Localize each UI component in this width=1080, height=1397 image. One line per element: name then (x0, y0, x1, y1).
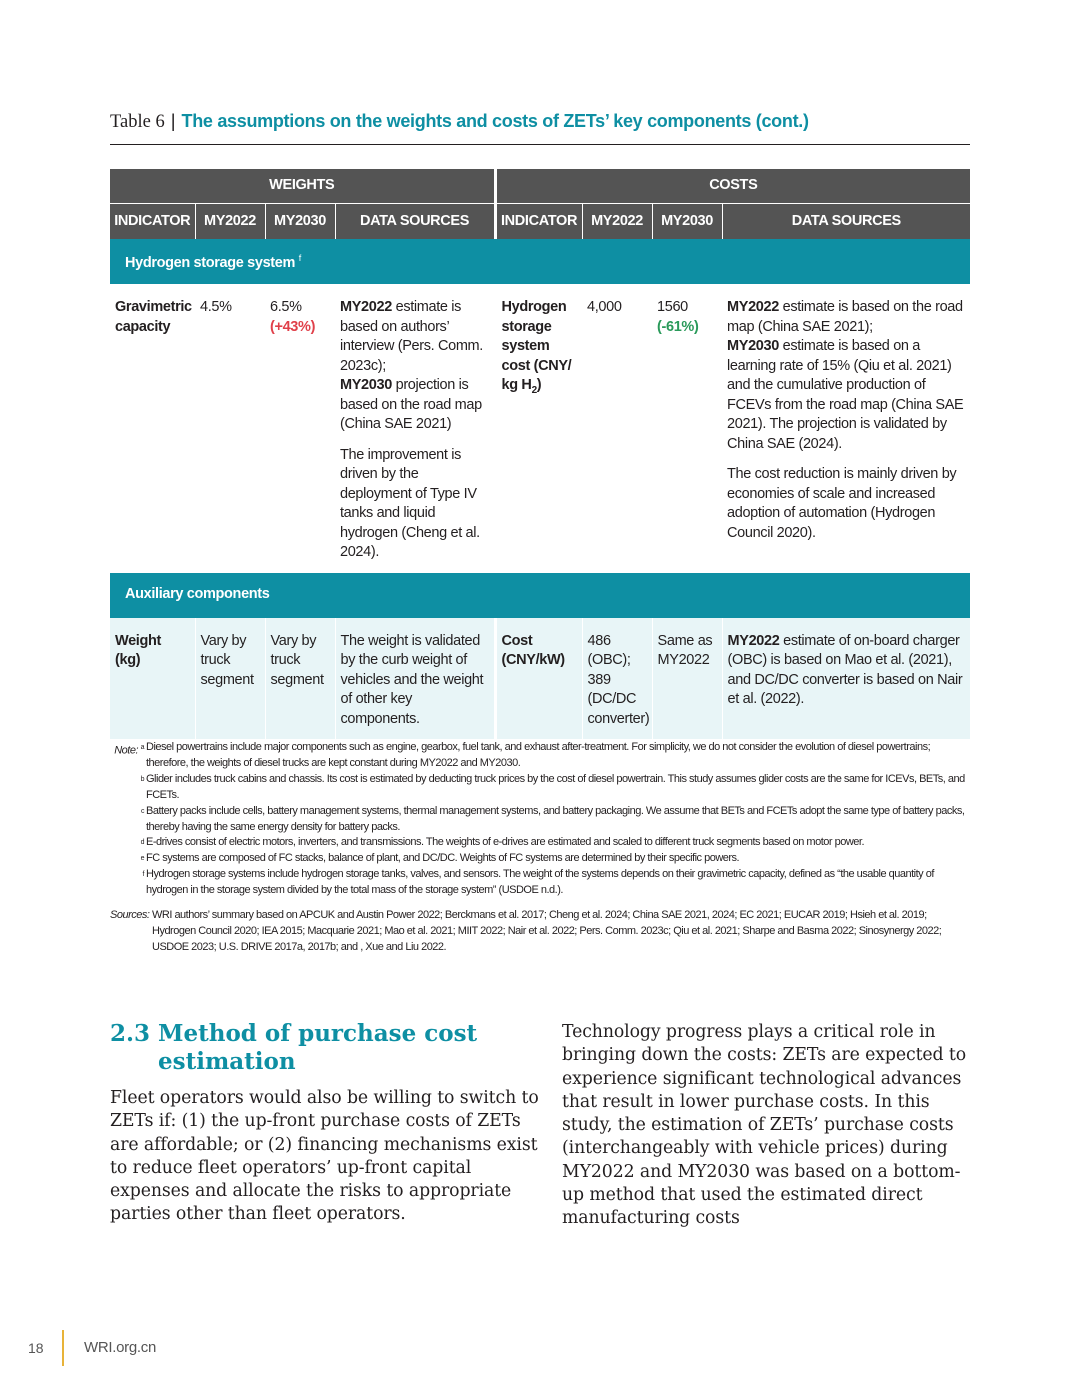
note-item: $^b$ Glider includes truck cabins and chassis. Its cost is estimated by deducting truck prices by the cost of diesel powertrain. This study assumes glider costs are the same for ICEVs, BETs, and FCETs. (140, 772, 965, 801)
value-cell: 6.5% (+43%) (265, 284, 335, 573)
indicator-cell: Cost (CNY/kW) (495, 618, 582, 740)
c-indicator-header: INDICATOR (495, 204, 582, 240)
section-row-auxiliary: Auxiliary components (110, 573, 970, 618)
value-cell: Same as MY2022 (652, 618, 722, 740)
section-number: 2.3 (110, 1020, 151, 1047)
table-notes (110, 740, 972, 956)
w-data-sources-header: DATA SOURCES (335, 204, 495, 240)
sources-cell: MY2022 estimate is based on authors’ interview (Pers. Comm. 2023c); MY2030 projection is based on the road map (China SAE 2021) The improvement is driven by the deployment of Type IV tanks and liquid hydrogen (Cheng et al. 2024). (340, 299, 483, 560)
c-my2022-header: MY2022 (582, 204, 652, 240)
change-percent: (+43%) (270, 318, 316, 335)
value-cell: 486 (OBC); 389 (DC/DC converter) (582, 618, 652, 740)
sources-cell: The weight is validated by the curb weight of vehicles and the weight of other key components. (335, 618, 495, 740)
note-item: Note: $^a$ Diesel powertrains include major components such as engine, gearbox, fuel tank, and exhaust after-treatment. For simplicity, we do not consider the evolution of diesel powertrains; therefore, the weights of diesel trucks are kept constant during MY2022 and MY2030. (114, 741, 931, 769)
note-item: $^f$ Hydrogen storage systems include hydrogen storage tanks, valves, and sensors. The weight of the systems depends on their gravimetric capacity, defined as “the usable quantity of hydrogen in the storage system divided by the total mass of the storage system” (USDOE n.d.). (142, 868, 934, 897)
note-item: $^d$ E-drives consist of electric motors, inverters, and transmissions. The weights of e-drives are estimated and scaled to different truck segments based on motor power. (140, 836, 865, 849)
costs-group-header: COSTS (495, 169, 970, 204)
section-row-hydrogen-storage (110, 239, 970, 284)
value-cell: 4,000 (587, 299, 622, 315)
value-cell: Vary by truck segment (195, 618, 265, 740)
section-label: Hydrogen storage system (125, 255, 296, 272)
w-indicator-header: INDICATOR (110, 204, 195, 240)
sources-note: Sources: WRI authors’ summary based on APCUK and Austin Power 2022; Berckmans et al. 2017; Cheng et al. 2024; China SAE 2021, 2024; EC 2021; EUCAR 2019; Hsieh et al. 2019; Hydrogen Council 2020; IEA 2015; Macquarie 2021; Mao et al. 2021; MIIT 2022; Nair et al. 2022; Pers. Comm. 2023c; Qiu et al. 2021; Sharpe and Basma 2022; Sinosynergy 2022; USDOE 2023; U.S. DRIVE 2017a, 2017b; and , Xue and Liu 2022. (110, 909, 942, 953)
value-cell: 1560 (-61%) (652, 284, 722, 573)
note-item: $^e$ FC systems are composed of FC stacks, balance of plant, and DC/DC. Weights of FC systems are determined by their specific powers. (140, 852, 740, 865)
indicator-cell: Gravimetric capacity (115, 299, 192, 335)
weights-group-header: WEIGHTS (110, 169, 495, 204)
section-heading (110, 1020, 530, 1076)
assumptions-table (110, 169, 970, 739)
value-cell: Vary by truck segment (265, 618, 335, 740)
table-row (110, 284, 970, 573)
footer-divider (62, 1330, 64, 1366)
body-paragraph-right: Technology progress plays a critical role in bringing down the costs: ZETs are expected to experience significant technological advances that result in lower purchase costs. In this study, the estimation of ZETs’ purchase costs (interchangeably with vehicle prices) during MY2022 and MY2030 was based on a bottom-up method that used the estimated direct manufacturing costs (562, 1022, 967, 1229)
site-link[interactable]: WRI.org.cn (84, 1339, 157, 1356)
indicator-cell: Hydrogen storage system cost (CNY/ kg $H_2$) (495, 284, 582, 573)
sources-cell: MY2022 estimate is based on the road map (China SAE 2021); MY2030 estimate is based on a learning rate of 15% (Qiu et al. 2021) and the cumulative production of FCEVs from the road map (China SAE 2021). The projection is validated by China SAE (2024). The cost reduction is mainly driven by economies of scale and increased adoption of automation (Hydrogen Council 2020). (727, 299, 964, 541)
caption-separator: | (170, 110, 176, 131)
table-title: The assumptions on the weights and costs of ZETs’ key components (cont.) (181, 111, 809, 131)
indicator-cell: Weight (kg) (110, 618, 195, 740)
c-my2030-header: MY2030 (652, 204, 722, 240)
w-my2022-header: MY2022 (195, 204, 265, 240)
body-paragraph-left: Fleet operators would also be willing to switch to ZETs if: (1) the up-front purchase costs of ZETs are affordable; or (2) financing mechanisms exist to reduce fleet operators’ up-front capital expenses and allocate the risks to appropriate parties other than fleet operators. (110, 1088, 539, 1225)
table-caption (110, 110, 970, 145)
table-label: Table 6 (110, 112, 165, 132)
sources-cell: MY2022 estimate of on-board charger (OBC) is based on Mao et al. (2021), and DC/DC converter is based on Nair et al. (2022). (722, 618, 970, 740)
note-item: $^c$ Battery packs include cells, battery management systems, thermal management systems, and battery packaging. We assume that BETs and FCETs adopt the same type of battery packs, thereby having the same energy density for battery packs. (141, 804, 965, 833)
value-cell: 4.5% (200, 299, 232, 315)
table-row (110, 618, 970, 740)
c-data-sources-header: DATA SOURCES (722, 204, 970, 240)
section-title: Method of purchase cost estimation (158, 1020, 478, 1075)
w-my2030-header: MY2030 (265, 204, 335, 240)
change-percent: (-61%) (657, 318, 699, 335)
page-number: 18 (28, 1340, 44, 1356)
page-footer (0, 1330, 400, 1366)
footnote-mark: f (298, 253, 301, 264)
